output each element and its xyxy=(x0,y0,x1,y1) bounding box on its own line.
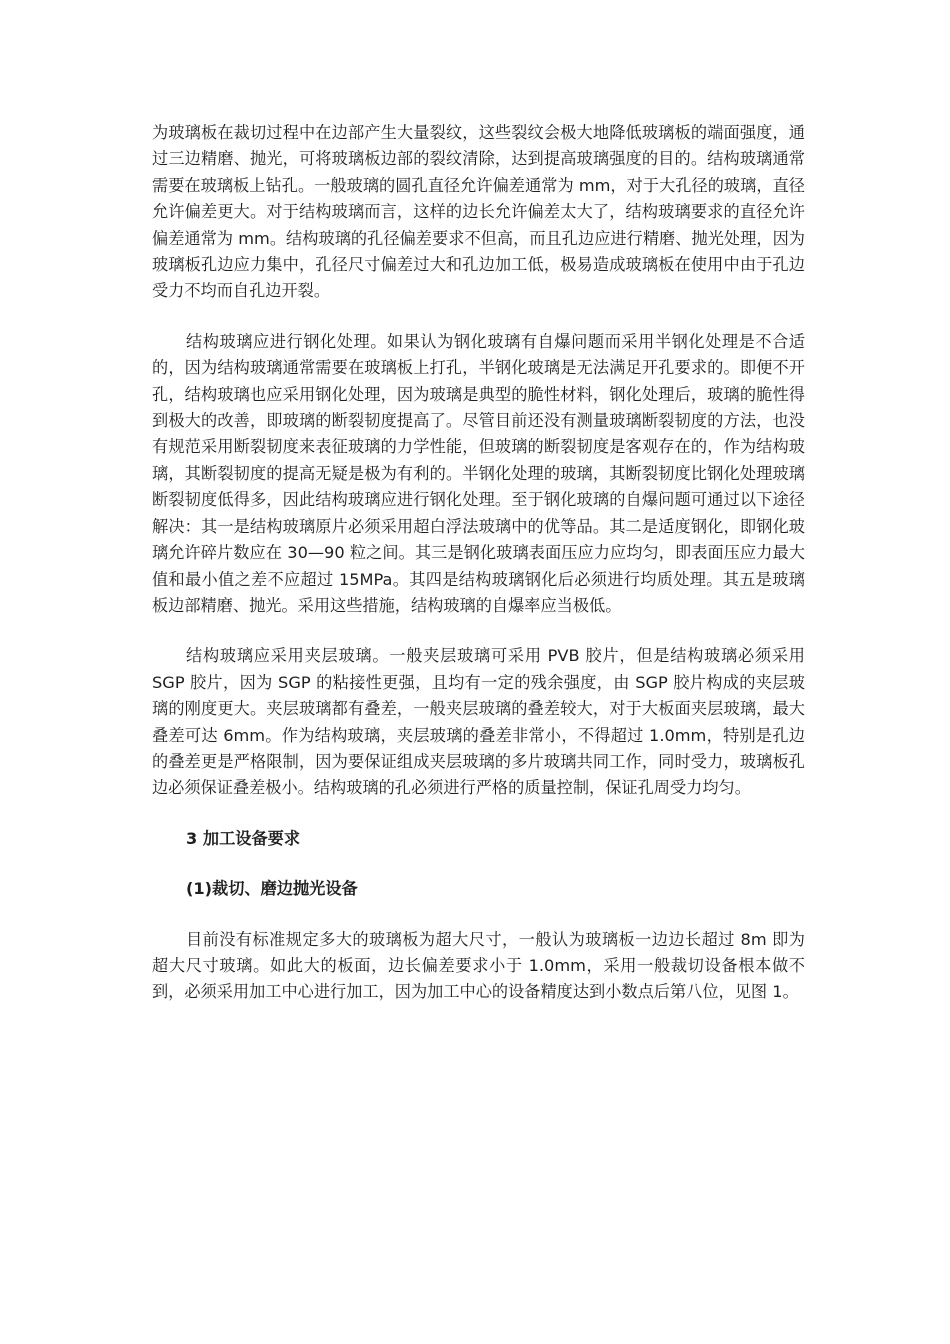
section-heading: 3 加工设备要求 xyxy=(186,828,301,848)
paragraph-spacer xyxy=(152,802,805,826)
paragraph-spacer xyxy=(152,852,805,876)
paragraph-edge-polishing: 为玻璃板在裁切过程中在边部产生大量裂纹，这些裂纹会极大地降低玻璃板的端面强度，通过三边精磨、抛光，可将玻璃板边部的裂纹清除，达到提高玻璃强度的目的。结构玻璃通常需要在玻璃板上钻孔。一般玻璃的圆孔直径允许偏差通常为 mm，对于大孔径的玻璃，直径允许偏差更大。对于结构玻璃而言，这样的边长允许偏差太大了，结构玻璃要求的直径允许偏差通常为 mm。结构玻璃的孔径偏差要求不但高，而且孔边应进行精磨、抛光处理，因为玻璃板孔边应力集中，孔径尺寸偏差过大和孔边加工低，极易造成玻璃板在使用中由于孔边受力不均而自孔边开裂。 xyxy=(152,123,805,301)
document-page xyxy=(152,120,805,1006)
paragraph-tempering: 结构玻璃应进行钢化处理。如果认为钢化玻璃有自爆问题而采用半钢化处理是不合适的，因为结构玻璃通常需要在玻璃板上打孔，半钢化玻璃是无法满足开孔要求的。即便不开孔，结构玻璃也应采用钢化处理，因为玻璃是典型的脆性材料，钢化处理后，玻璃的脆性得到极大的改善，即玻璃的断裂韧度提高了。尽管目前还没有测量玻璃断裂韧度的方法，也没有规范采用断裂韧度来表征玻璃的力学性能，但玻璃的断裂韧度是客观存在的，作为结构玻璃，其断裂韧度的提高无疑是极为有利的。半钢化处理的玻璃，其断裂韧度比钢化处理玻璃断裂韧度低得多，因此结构玻璃应进行钢化处理。至于钢化玻璃的自爆问题可通过以下途径解决：其一是结构玻璃原片必须采用超白浮法玻璃中的优等品。其二是适度钢化，即钢化玻璃允许碎片数应在 30—90 粒之间。其三是钢化玻璃表面压应力应均匀，即表面压应力最大值和最小值之差不应超过 15MPa。其四是结构玻璃钢化后必须进行均质处理。其五是玻璃板边部精磨、抛光。采用这些措施，结构玻璃的自爆率应当极低。 xyxy=(152,331,805,615)
paragraph-laminated-glass: 结构玻璃应采用夹层玻璃。一般夹层玻璃可采用 PVB 胶片，但是结构玻璃必须采用 SGP 胶片，因为 SGP 的粘接性更强，且均有一定的残余强度，由 SGP 胶片构成的夹层玻璃的刚度更大。夹层玻璃都有叠差，一般夹层玻璃的叠差较大，对于大板面夹层玻璃，最大叠差可达 6mm。作为结构玻璃，夹层玻璃的叠差非常小，不得超过 1.0mm，特别是孔边的叠差更是严格限制，因为要保证组成夹层玻璃的多片玻璃共同工作，同时受力，玻璃板孔边必须保证叠差极小。结构玻璃的孔必须进行严格的质量控制，保证孔周受力均匀。 xyxy=(152,646,805,798)
paragraph-spacer xyxy=(152,305,805,329)
paragraph-oversize-glass: 目前没有标准规定多大的玻璃板为超大尺寸，一般认为玻璃板一边边长超过 8m 即为超大尺寸玻璃。如此大的板面，边长偏差要求小于 1.0mm，采用一般裁切设备根本做不到，必须采用加工中心进行加工，因为加工中心的设备精度达到小数点后第八位，见图 1。 xyxy=(152,929,805,1002)
subsection-heading: (1)裁切、磨边抛光设备 xyxy=(186,879,358,899)
paragraph-spacer xyxy=(152,903,805,927)
paragraph-spacer xyxy=(152,619,805,643)
